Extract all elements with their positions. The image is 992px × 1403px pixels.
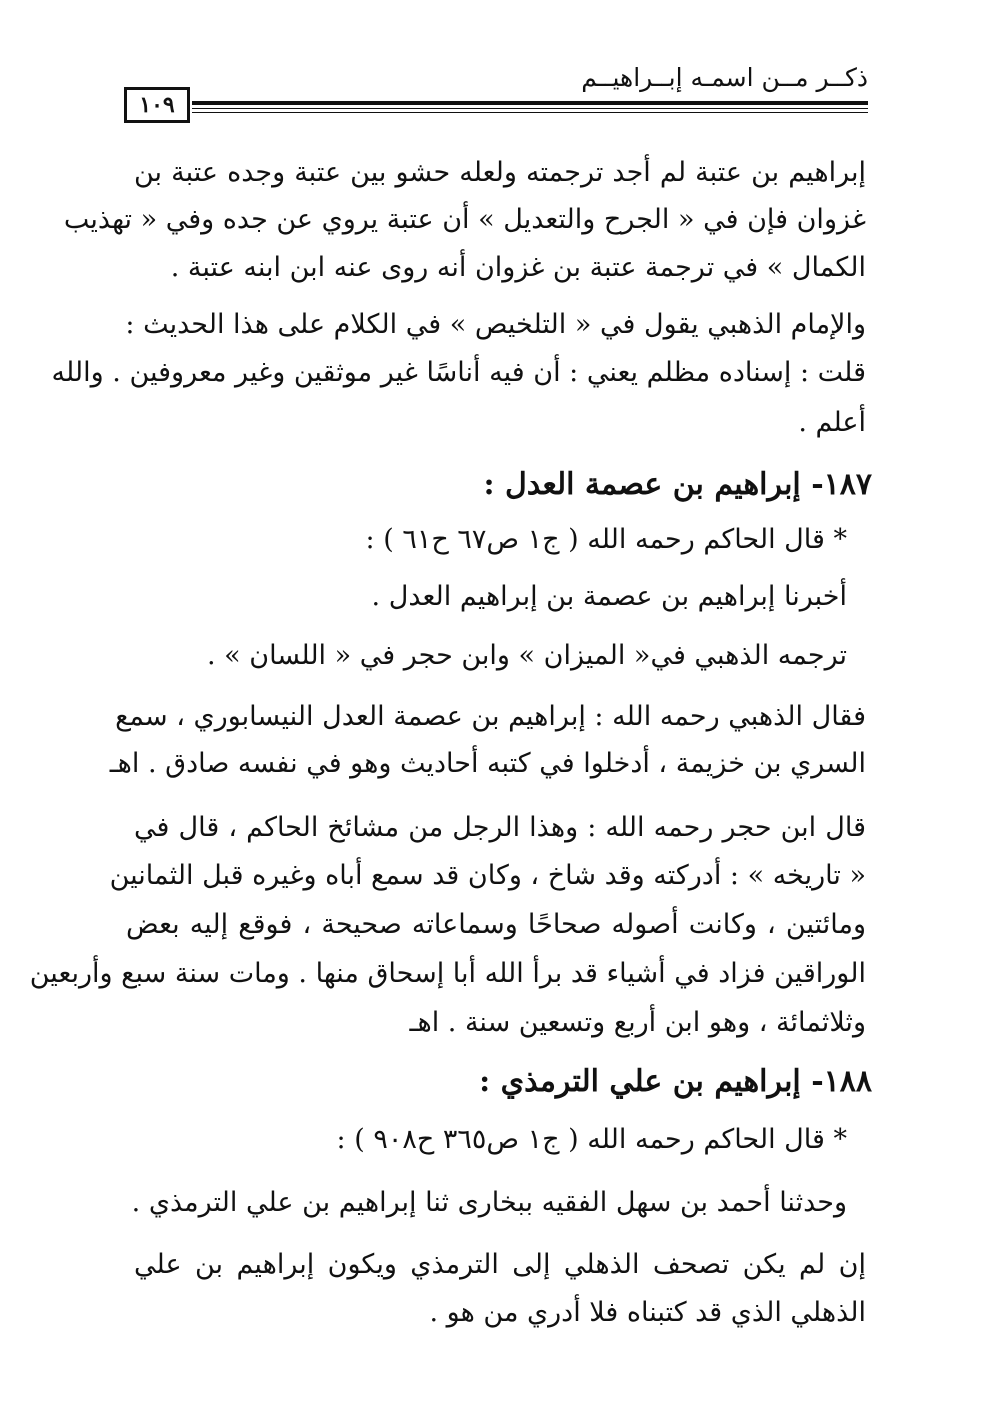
entry-heading-187: ١٨٧- إبراهيم بن عصمة العدل : bbox=[483, 467, 872, 502]
text-line: إن لم يكن تصحف الذهلي إلى الترمذي ويكون إبراهيم بن علي bbox=[134, 1249, 866, 1280]
text-line: والإمام الذهبي يقول في « التلخيص » في الكلام على هذا الحديث : bbox=[125, 309, 866, 340]
header-rule bbox=[192, 101, 868, 105]
text-line: الكمال » في ترجمة عتبة بن غزوان أنه روى عنه ابن ابنه عتبة . bbox=[170, 252, 866, 283]
text-line: غزوان فإن في « الجرح والتعديل » أن عتبة يروي عن جده وفي « تهذيب bbox=[63, 204, 866, 235]
text-line: « تاريخه » : أدركته وقد شاخ ، وكان قد سمع أباه وغيره قبل الثمانين bbox=[109, 860, 866, 891]
text-line: وثلاثمائة ، وهو ابن أربع وتسعين سنة . اهـ bbox=[409, 1007, 866, 1038]
source-citation: * قال الحاكم رحمه الله ( ج١ ص٣٦٥ ح٩٠٨ ) : bbox=[336, 1124, 847, 1155]
source-citation: * قال الحاكم رحمه الله ( ج١ ص٦٧ ح٦١ ) : bbox=[365, 524, 847, 555]
text-line: ومائتين ، وكانت أصوله صحاحًا وسماعاته صحيحة ، فوقع إليه بعض bbox=[126, 909, 866, 940]
text-line: قال ابن حجر رحمه الله : وهذا الرجل من مشائخ الحاكم ، قال في bbox=[134, 812, 866, 843]
text-line: فقال الذهبي رحمه الله : إبراهيم بن عصمة العدل النيسابوري ، سمع bbox=[115, 701, 866, 732]
text-line: الوراقين فزاد في أشياء قد برأ الله أبا إسحاق منها . ومات سنة سبع وأربعين bbox=[29, 958, 866, 989]
text-line: الذهلي الذي قد كتبناه فلا أدري من هو . bbox=[429, 1297, 866, 1328]
text-line: وحدثنا أحمد بن سهل الفقيه ببخارى ثنا إبراهيم بن علي الترمذي . bbox=[131, 1187, 847, 1218]
text-line: قلت : إسناده مظلم يعني : أن فيه أناسًا غير موثقين وغير معروفين . والله bbox=[51, 357, 866, 388]
text-line: السري بن خزيمة ، أدخلوا في كتبه أحاديث وهو في نفسه صادق . اهـ bbox=[109, 748, 866, 779]
text-line: إبراهيم بن عتبة لم أجد ترجمته ولعله حشو بين عتبة وجده عتبة بن bbox=[134, 157, 866, 188]
running-title: ذكــر مــن اسمـه إبــراهيــم bbox=[581, 63, 868, 92]
text-line: ترجمه الذهبي في« الميزان » وابن حجر في « اللسان » . bbox=[206, 640, 847, 671]
header-rule-thin bbox=[192, 112, 868, 113]
text-line: أعلم . bbox=[798, 407, 866, 438]
entry-heading-188: ١٨٨- إبراهيم بن علي الترمذي : bbox=[479, 1064, 872, 1099]
page-number: ١٠٩ bbox=[124, 87, 190, 123]
text-line: أخبرنا إبراهيم بن عصمة بن إبراهيم العدل . bbox=[371, 581, 847, 612]
header-rule-thin bbox=[192, 108, 868, 109]
